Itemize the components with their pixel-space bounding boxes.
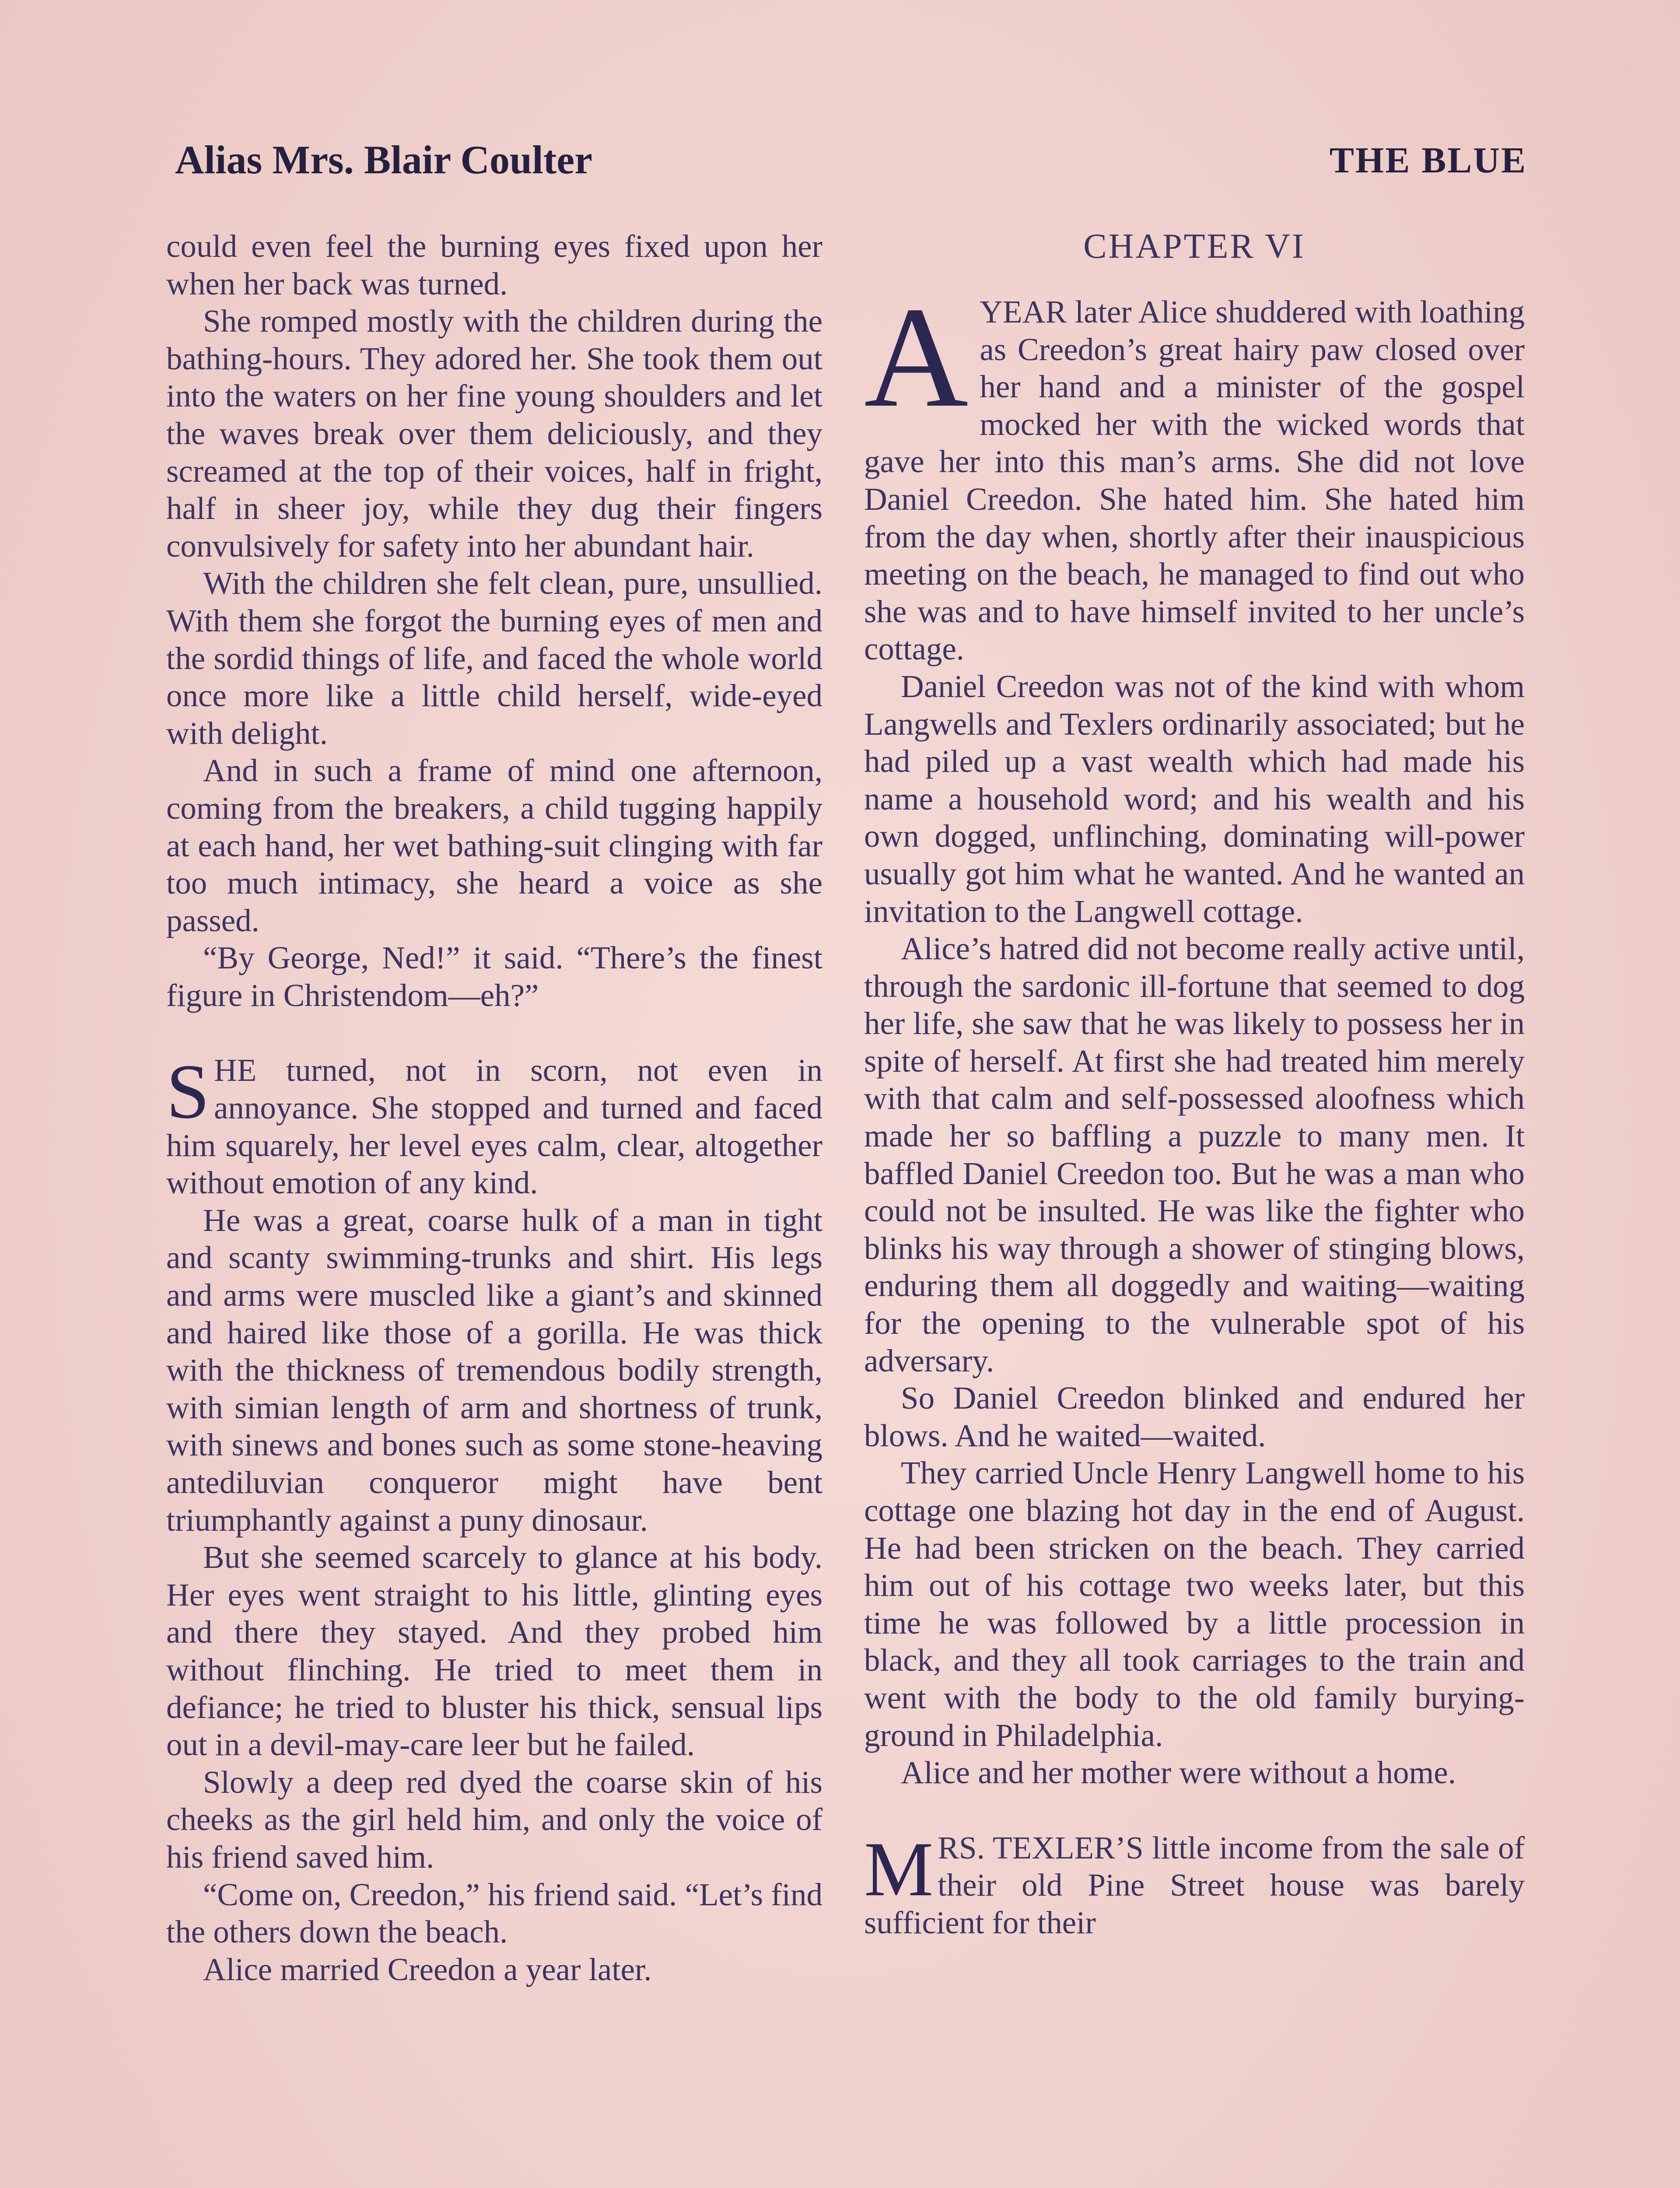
section-opening-paragraph [166,1048,822,1201]
drop-cap: S [166,1048,210,1135]
magazine-title: THE BLUE [1329,140,1527,181]
paragraph: And in such a frame of mind one afternoon, coming from the breakers, a child tugging happily at each hand, her wet bathing-suit clinging with far too much intimacy, she heard a voice as she passed. [166,753,822,938]
chapter-opening-text: YEAR later Alice shuddered with loathing as Creedon’s great hairy paw closed over her hand and a minister of the gospel mocked her with the wicked words that gave her into this man’s arms. She did not love Daniel Creedon. She hated him. She hated him from the day when, shortly after their inauspicious meeting on the beach, he managed to find out who she was and to have himself invited to her uncle’s cottage. [864,294,1525,667]
drop-cap: M [864,1825,934,1912]
paragraph: So Daniel Creedon blinked and endured her blows. And he waited—waited. [864,1380,1525,1453]
paragraph: They carried Uncle Henry Langwell home to his cottage one blazing hot day in the end of August. He had been stricken on the beach. They carried him out of his cottage two weeks later, but this time he was followed by a little procession in black, and they all took carriages to the train and went with the body to the old family burying-ground in Philadelphia. [864,1455,1525,1753]
paragraph: But she seemed scarcely to glance at his body. Her eyes went straight to his little, glinting eyes and there they stayed. And they probed him without flinching. He tried to meet them in defiance; he tried to bluster his thick, sensual lips out in a devil-may-care leer but he failed. [166,1539,822,1763]
left-column [166,228,822,1988]
story-title: Alias Mrs. Blair Coulter [175,137,592,182]
paragraph: Alice’s hatred did not become really active until, through the sardonic ill-fortune that seemed to dog her life, she saw that he was likely to possess her in spite of herself. At first she had treated him merely with that calm and self-possessed aloofness which made her so baffling a puzzle to many men. It baffled Daniel Creedon too. But he was a man who could not be insulted. He was like the fighter who blinks his way through a shower of stinging blows, enduring them all doggedly and waiting—waiting for the opening to the vulnerable spot of his adversary. [864,931,1525,1378]
paragraph: Alice and her mother were without a home. [901,1755,1456,1791]
paragraph: “Come on, Creedon,” his friend said. “Let’s find the others down the beach. [166,1876,822,1950]
paragraph: “By George, Ned!” it said. “There’s the finest figure in Christendom—eh?” [166,940,822,1013]
chapter-heading: CHAPTER VI [1083,227,1306,266]
running-head [175,137,1527,202]
section-opening-paragraph [864,1825,1525,1942]
right-column [864,228,1525,1942]
paragraph: She romped mostly with the children during the bathing-hours. They adored her. She took them out into the waters on her fine young shoulders and let the waves break over them deliciously, and they screamed at the top of their voices, half in fright, half in sheer joy, while they dug their fingers convulsively for safety into her abundant hair. [166,303,822,564]
drop-cap: A [864,277,969,437]
paragraph: Daniel Creedon was not of the kind with whom Langwells and Texlers ordinarily associated; but he had piled up a vast wealth which had made his name a household word; and his wealth and his own dogged, unflinching, dominating will-power usually got him what he wanted. And he wanted an invitation to the Langwell cottage. [864,668,1525,929]
paragraph: With the children she felt clean, pure, unsullied. With them she forgot the burning eyes of men and the sordid things of life, and faced the whole world once more like a little child herself, wide-eyed with delight. [166,565,822,751]
chapter-opening-paragraph [864,277,1525,668]
paragraph: Slowly a deep red dyed the coarse skin of his cheeks as the girl held him, and only the voice of his friend saved him. [166,1764,822,1875]
paragraph: He was a great, coarse hulk of a man in tight and scanty swimming-trunks and shirt. His legs and arms were muscled like a giant’s and skinned and haired like those of a gorilla. He was thick with the thickness of tremendous bodily strength, with simian length of arm and shortness of trunk, with sinews and bones such as some stone-heaving antediluvian conqueror might have bent triumphantly against a puny dinosaur. [166,1202,822,1538]
paragraph: Alice married Creedon a year later. [203,1951,652,1987]
paragraph: could even feel the burning eyes fixed upon her when her back was turned. [166,228,822,302]
section-opening-text: RS. TEXLER’S little income from the sale of their old Pine Street house was barely sufficient for their [864,1830,1525,1940]
section-opening-text: HE turned, not in scorn, not even in annoyance. She stopped and turned and faced him squarely, her level eyes calm, clear, altogether without emotion of any kind. [166,1052,822,1201]
